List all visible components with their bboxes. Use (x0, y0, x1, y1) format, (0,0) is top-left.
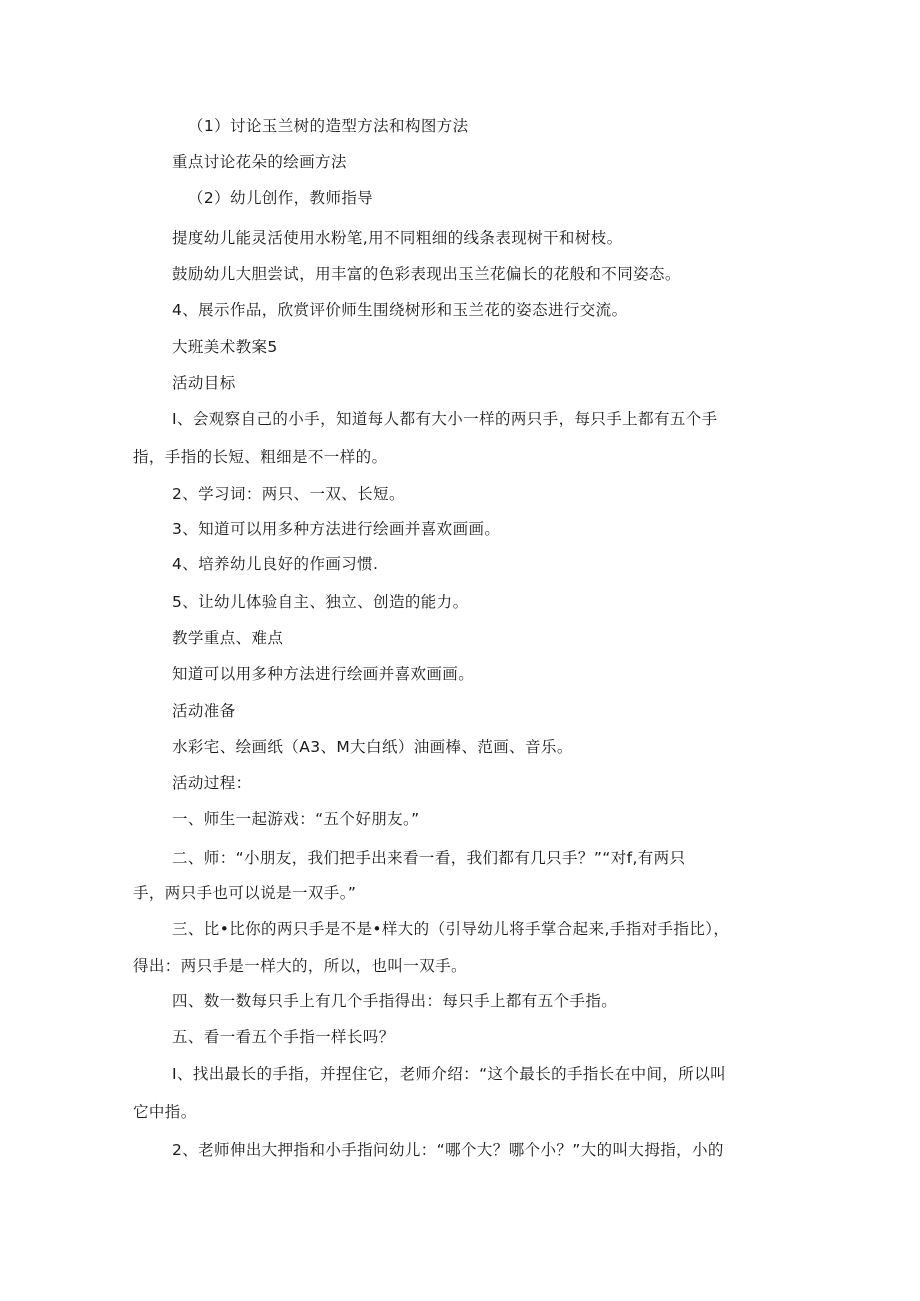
text-line: I、会观察自己的小手，知道每人都有大小一样的两只手，每只手上都有五个手 (172, 410, 718, 428)
text-line: 指，手指的长短、粗细是不一样的。 (133, 448, 388, 466)
text-line: 五、看一看五个手指一样长吗？ (172, 1028, 395, 1046)
section-heading: 活动过程： (172, 774, 252, 792)
text-line: 知道可以用多种方法进行绘画并喜欢画画。 (172, 665, 475, 683)
text-line: 4、培养幼儿良好的作画习惯. (172, 555, 379, 573)
text-line: 5、让幼儿体验自主、独立、创造的能力。 (172, 593, 469, 611)
section-heading: 教学重点、难点 (172, 629, 284, 647)
text-line: 三、比•比你的两只手是不是•样大的（引导幼儿将手掌合起来,手指对手指比）， (172, 920, 730, 938)
text-line: 四、数一数每只手上有几个手指得出：每只手上都有五个手指。 (172, 992, 618, 1010)
section-heading: 活动目标 (172, 374, 236, 392)
text-line: 它中指。 (133, 1103, 197, 1121)
text-line: 4、展示作品，欣赏评价师生围绕树形和玉兰花的姿态进行交流。 (172, 301, 628, 319)
text-line: 得出：两只手是一样大的，所以，也叫一双手。 (133, 957, 467, 975)
section-heading: 活动准备 (172, 702, 236, 720)
text-line: 2、学习词：两只、一双、长短。 (172, 485, 405, 503)
text-line: 3、知道可以用多种方法进行绘画并喜欢画画。 (172, 520, 501, 538)
text-line: I、找出最长的手指，并捏住它，老师介绍：“这个最长的手指长在中间，所以叫 (172, 1065, 727, 1083)
text-line: （2）幼儿创作，教师指导 (188, 189, 374, 207)
text-line: 水彩宅、绘画纸（A3、M大白纸）油画棒、范画、音乐。 (172, 738, 573, 756)
section-heading: 大班美术教案5 (172, 338, 278, 356)
text-line: 手，两只手也可以说是一双手。” (133, 884, 357, 902)
text-line: 二、师：“小朋友，我们把手出来看一看，我们都有几只手？”“对f,有两只 (172, 849, 686, 867)
text-line: 2、老师伸出大押指和小手指问幼儿：“哪个大？哪个小？”大的叫大拇指，小的 (172, 1141, 724, 1159)
text-line: （1）讨论玉兰树的造型方法和构图方法 (188, 117, 469, 135)
text-line: 重点讨论花朵的绘画方法 (172, 153, 347, 171)
text-line: 鼓励幼儿大胆尝试，用丰富的色彩表现出玉兰花偏长的花般和不同姿态。 (172, 265, 681, 283)
text-line: 提度幼儿能灵活使用水粉笔,用不同粗细的线条表现树干和树枝。 (172, 229, 623, 247)
text-line: 一、师生一起游戏：“五个好朋友。” (172, 810, 420, 828)
